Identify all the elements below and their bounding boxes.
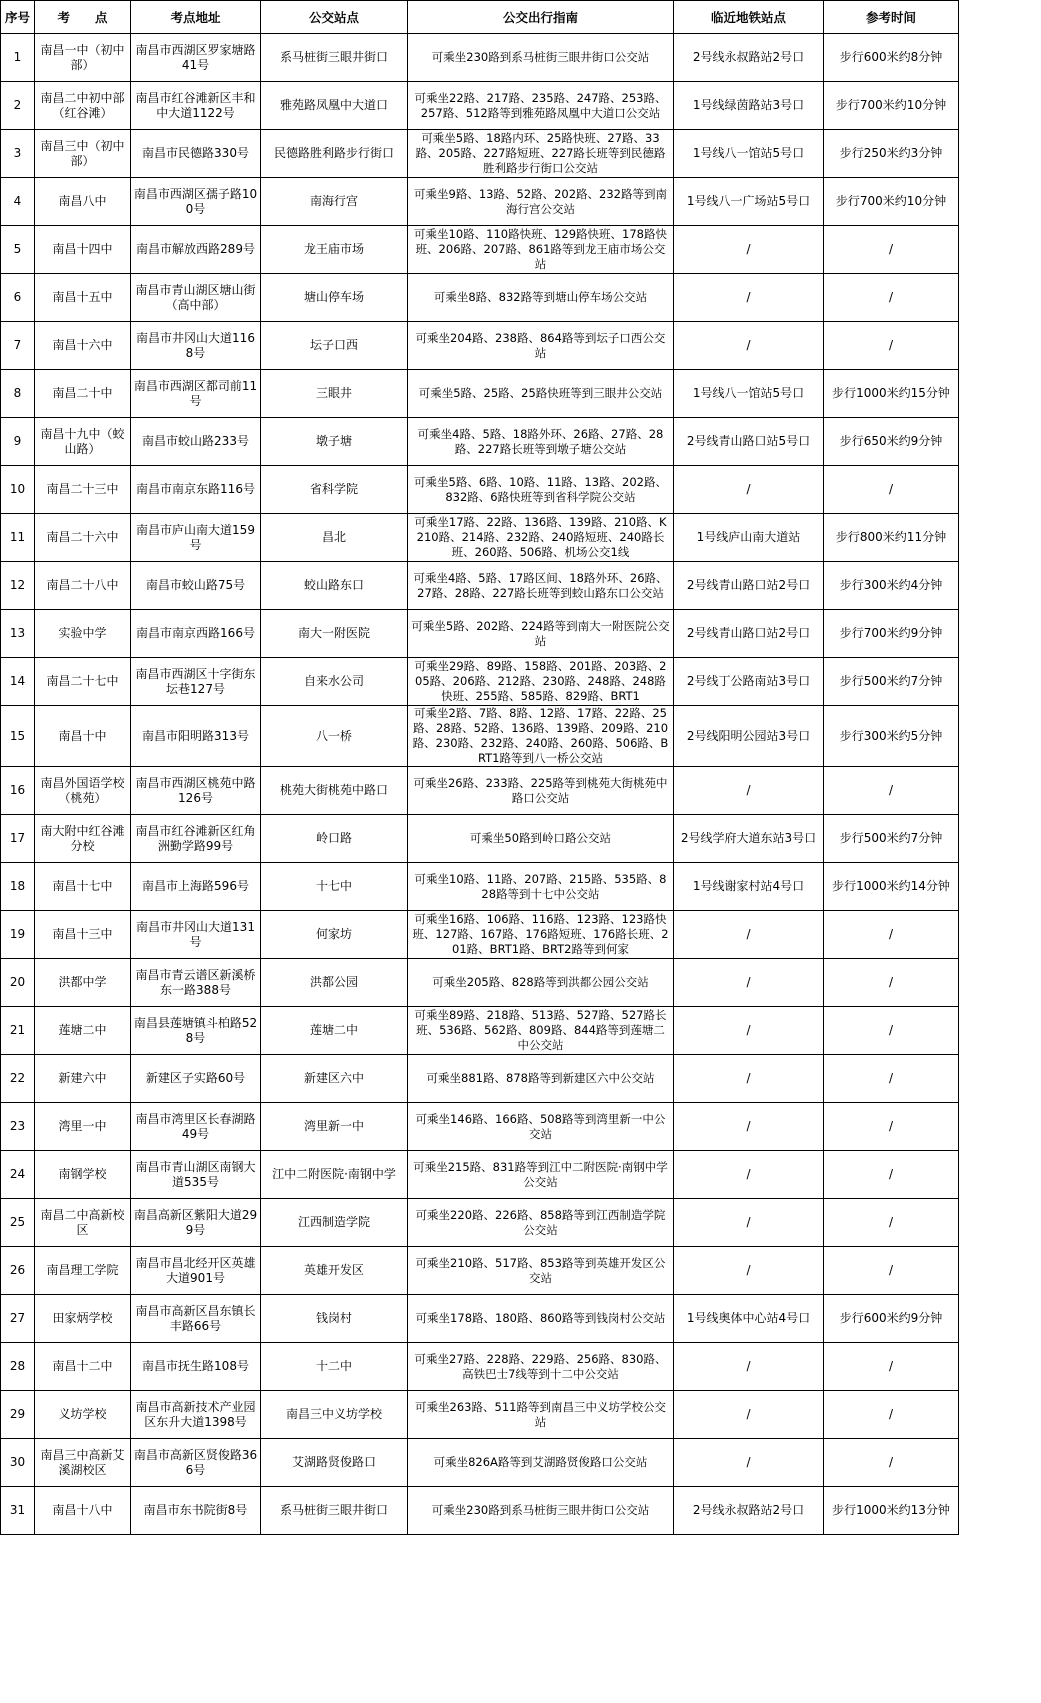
exam-site-cell: 义坊学校 — [35, 1391, 131, 1439]
exam-site-cell: 南昌十四中 — [35, 226, 131, 274]
bus-guide-cell: 可乘坐263路、511路等到南昌三中义坊学校公交站 — [408, 1391, 674, 1439]
bus-stop-cell: 省科学院 — [261, 466, 408, 514]
bus-stop-cell: 八一桥 — [261, 706, 408, 767]
bus-stop-cell: 塘山停车场 — [261, 274, 408, 322]
table-row — [1, 863, 959, 911]
bus-guide-cell: 可乘坐29路、89路、158路、201路、203路、205路、206路、212路、230路、248路、248路快班、255路、585路、829路、BRT1 — [408, 658, 674, 706]
exam-site-cell: 南昌十二中 — [35, 1343, 131, 1391]
table-row — [1, 767, 959, 815]
metro-station-cell: / — [674, 1055, 824, 1103]
metro-station-cell: / — [674, 466, 824, 514]
bus-guide-cell: 可乘坐27路、228路、229路、256路、830路、高铁巴士7线等到十二中公交站 — [408, 1343, 674, 1391]
bus-guide-cell: 可乘坐10路、110路快班、129路快班、178路快班、206路、207路、861路等到龙王庙市场公交站 — [408, 226, 674, 274]
metro-station-cell: / — [674, 1391, 824, 1439]
serial-number-cell: 9 — [1, 418, 35, 466]
bus-stop-cell: 何家坊 — [261, 911, 408, 959]
exam-site-cell: 南昌二十六中 — [35, 514, 131, 562]
table-row — [1, 178, 959, 226]
exam-site-cell: 南昌二十三中 — [35, 466, 131, 514]
exam-site-cell: 南昌理工学院 — [35, 1247, 131, 1295]
exam-site-cell: 南昌二十中 — [35, 370, 131, 418]
reference-time-cell: / — [824, 1055, 959, 1103]
site-address-cell: 南昌市井冈山大道1168号 — [131, 322, 261, 370]
bus-guide-cell: 可乘坐4路、5路、17路区间、18路外环、26路、27路、28路、227路长班等到蛟山路东口公交站 — [408, 562, 674, 610]
exam-site-cell: 莲塘二中 — [35, 1007, 131, 1055]
reference-time-cell: / — [824, 1343, 959, 1391]
metro-station-cell: / — [674, 1343, 824, 1391]
bus-guide-cell: 可乘坐230路到系马桩街三眼井街口公交站 — [408, 1487, 674, 1535]
serial-number-cell: 28 — [1, 1343, 35, 1391]
bus-stop-cell: 新建区六中 — [261, 1055, 408, 1103]
site-address-cell: 南昌市青山湖区南钢大道535号 — [131, 1151, 261, 1199]
table-row — [1, 370, 959, 418]
site-address-cell: 南昌市抚生路108号 — [131, 1343, 261, 1391]
serial-number-cell: 14 — [1, 658, 35, 706]
exam-site-cell: 南昌外国语学校（桃苑） — [35, 767, 131, 815]
bus-guide-cell: 可乘坐9路、13路、52路、202路、232路等到南海行宫公交站 — [408, 178, 674, 226]
table-row — [1, 1103, 959, 1151]
reference-time-cell: 步行700米约10分钟 — [824, 178, 959, 226]
exam-site-cell: 南大附中红谷滩分校 — [35, 815, 131, 863]
table-row — [1, 1487, 959, 1535]
bus-stop-cell: 龙王庙市场 — [261, 226, 408, 274]
reference-time-cell: / — [824, 274, 959, 322]
bus-guide-cell: 可乘坐5路、6路、10路、11路、13路、202路、832路、6路快班等到省科学院公交站 — [408, 466, 674, 514]
bus-stop-cell: 南大一附医院 — [261, 610, 408, 658]
bus-stop-cell: 系马桩街三眼井街口 — [261, 1487, 408, 1535]
bus-stop-cell: 蛟山路东口 — [261, 562, 408, 610]
metro-station-cell: 2号线阳明公园站3号口 — [674, 706, 824, 767]
exam-site-cell: 南昌二中初中部（红谷滩） — [35, 82, 131, 130]
metro-station-cell: / — [674, 322, 824, 370]
site-address-cell: 南昌市井冈山大道131号 — [131, 911, 261, 959]
header-bus-guide: 公交出行指南 — [408, 1, 674, 34]
reference-time-cell: / — [824, 1007, 959, 1055]
metro-station-cell: 2号线青山路口站2号口 — [674, 610, 824, 658]
metro-station-cell: / — [674, 226, 824, 274]
table-row — [1, 1055, 959, 1103]
serial-number-cell: 10 — [1, 466, 35, 514]
bus-guide-cell: 可乘坐17路、22路、136路、139路、210路、K210路、214路、232路、240路短班、240路长班、260路、506路、机场公交1线 — [408, 514, 674, 562]
reference-time-cell: 步行650米约9分钟 — [824, 418, 959, 466]
header-row — [1, 1, 959, 34]
metro-station-cell: 1号线绿茵路站3号口 — [674, 82, 824, 130]
table-row — [1, 130, 959, 178]
site-address-cell: 南昌市高新区昌东镇长丰路66号 — [131, 1295, 261, 1343]
exam-site-cell: 南昌十八中 — [35, 1487, 131, 1535]
exam-site-cell: 南昌十七中 — [35, 863, 131, 911]
metro-station-cell: 2号线学府大道东站3号口 — [674, 815, 824, 863]
exam-site-cell: 南昌一中（初中部） — [35, 34, 131, 82]
bus-stop-cell: 墩子塘 — [261, 418, 408, 466]
bus-stop-cell: 湾里新一中 — [261, 1103, 408, 1151]
site-address-cell: 南昌县莲塘镇斗柏路528号 — [131, 1007, 261, 1055]
table-row — [1, 418, 959, 466]
bus-stop-cell: 昌北 — [261, 514, 408, 562]
table-row — [1, 1247, 959, 1295]
bus-stop-cell: 三眼井 — [261, 370, 408, 418]
bus-guide-cell: 可乘坐826A路等到艾湖路贤俊路口公交站 — [408, 1439, 674, 1487]
serial-number-cell: 8 — [1, 370, 35, 418]
metro-station-cell: 1号线八一馆站5号口 — [674, 370, 824, 418]
serial-number-cell: 2 — [1, 82, 35, 130]
site-address-cell: 南昌市阳明路313号 — [131, 706, 261, 767]
site-address-cell: 南昌市西湖区孺子路100号 — [131, 178, 261, 226]
exam-site-cell: 南钢学校 — [35, 1151, 131, 1199]
bus-stop-cell: 民德路胜利路步行街口 — [261, 130, 408, 178]
metro-station-cell: 2号线丁公路南站3号口 — [674, 658, 824, 706]
exam-site-cell: 新建六中 — [35, 1055, 131, 1103]
bus-guide-cell: 可乘坐178路、180路、860路等到钱岗村公交站 — [408, 1295, 674, 1343]
site-address-cell: 南昌市西湖区都司前11号 — [131, 370, 261, 418]
site-address-cell: 南昌市湾里区长春湖路49号 — [131, 1103, 261, 1151]
metro-station-cell: / — [674, 959, 824, 1007]
serial-number-cell: 19 — [1, 911, 35, 959]
table-row — [1, 226, 959, 274]
serial-number-cell: 5 — [1, 226, 35, 274]
serial-number-cell: 6 — [1, 274, 35, 322]
metro-station-cell: 1号线谢家村站4号口 — [674, 863, 824, 911]
exam-site-cell: 南昌二十七中 — [35, 658, 131, 706]
serial-number-cell: 15 — [1, 706, 35, 767]
reference-time-cell: / — [824, 911, 959, 959]
bus-guide-cell: 可乘坐50路到岭口路公交站 — [408, 815, 674, 863]
site-address-cell: 南昌市东书院街8号 — [131, 1487, 261, 1535]
exam-site-cell: 南昌十九中（蛟山路） — [35, 418, 131, 466]
site-address-cell: 南昌市西湖区桃苑中路126号 — [131, 767, 261, 815]
table-row — [1, 1151, 959, 1199]
bus-guide-cell: 可乘坐220路、226路、858路等到江西制造学院公交站 — [408, 1199, 674, 1247]
serial-number-cell: 29 — [1, 1391, 35, 1439]
bus-stop-cell: 自来水公司 — [261, 658, 408, 706]
serial-number-cell: 11 — [1, 514, 35, 562]
bus-stop-cell: 江中二附医院·南钢中学 — [261, 1151, 408, 1199]
serial-number-cell: 12 — [1, 562, 35, 610]
site-address-cell: 南昌市上海路596号 — [131, 863, 261, 911]
table-row — [1, 1199, 959, 1247]
header-site-address: 考点地址 — [131, 1, 261, 34]
serial-number-cell: 31 — [1, 1487, 35, 1535]
header-exam-site: 考 点 — [35, 1, 131, 34]
header-serial-number: 序号 — [1, 1, 35, 34]
table-row — [1, 911, 959, 959]
site-address-cell: 南昌市红谷滩新区红角洲勤学路99号 — [131, 815, 261, 863]
bus-guide-cell: 可乘坐146路、166路、508路等到湾里新一中公交站 — [408, 1103, 674, 1151]
bus-guide-cell: 可乘坐5路、202路、224路等到南大一附医院公交站 — [408, 610, 674, 658]
reference-time-cell: 步行800米约11分钟 — [824, 514, 959, 562]
table-row — [1, 322, 959, 370]
metro-station-cell: / — [674, 1007, 824, 1055]
reference-time-cell: / — [824, 1247, 959, 1295]
metro-station-cell: / — [674, 1103, 824, 1151]
site-address-cell: 南昌市解放西路289号 — [131, 226, 261, 274]
bus-stop-cell: 十二中 — [261, 1343, 408, 1391]
site-address-cell: 南昌市蛟山路233号 — [131, 418, 261, 466]
site-address-cell: 新建区子实路60号 — [131, 1055, 261, 1103]
reference-time-cell: 步行600米约8分钟 — [824, 34, 959, 82]
serial-number-cell: 7 — [1, 322, 35, 370]
bus-stop-cell: 江西制造学院 — [261, 1199, 408, 1247]
serial-number-cell: 21 — [1, 1007, 35, 1055]
exam-site-cell: 南昌十五中 — [35, 274, 131, 322]
exam-site-cell: 南昌十三中 — [35, 911, 131, 959]
exam-site-cell: 湾里一中 — [35, 1103, 131, 1151]
table-row — [1, 815, 959, 863]
bus-stop-cell: 洪都公园 — [261, 959, 408, 1007]
table-row — [1, 1439, 959, 1487]
bus-stop-cell: 英雄开发区 — [261, 1247, 408, 1295]
serial-number-cell: 20 — [1, 959, 35, 1007]
metro-station-cell: / — [674, 1151, 824, 1199]
metro-station-cell: / — [674, 274, 824, 322]
bus-stop-cell: 莲塘二中 — [261, 1007, 408, 1055]
serial-number-cell: 18 — [1, 863, 35, 911]
bus-guide-cell: 可乘坐881路、878路等到新建区六中公交站 — [408, 1055, 674, 1103]
bus-guide-cell: 可乘坐5路、25路、25路快班等到三眼井公交站 — [408, 370, 674, 418]
bus-guide-cell: 可乘坐5路、18路内环、25路快班、27路、33路、205路、227路短班、227路长班等到民德路胜利路步行街口公交站 — [408, 130, 674, 178]
reference-time-cell: / — [824, 1199, 959, 1247]
metro-station-cell: 1号线八一广场站5号口 — [674, 178, 824, 226]
site-address-cell: 南昌市蛟山路75号 — [131, 562, 261, 610]
metro-station-cell: / — [674, 1199, 824, 1247]
reference-time-cell: / — [824, 767, 959, 815]
reference-time-cell: 步行1000米约14分钟 — [824, 863, 959, 911]
reference-time-cell: 步行250米约3分钟 — [824, 130, 959, 178]
table-row — [1, 959, 959, 1007]
exam-site-cell: 南昌二中高新校区 — [35, 1199, 131, 1247]
exam-site-cell: 洪都中学 — [35, 959, 131, 1007]
serial-number-cell: 22 — [1, 1055, 35, 1103]
bus-stop-cell: 钱岗村 — [261, 1295, 408, 1343]
bus-guide-cell: 可乘坐26路、233路、225路等到桃苑大街桃苑中路口公交站 — [408, 767, 674, 815]
site-address-cell: 南昌市高新技术产业园区东升大道1398号 — [131, 1391, 261, 1439]
bus-guide-cell: 可乘坐8路、832路等到塘山停车场公交站 — [408, 274, 674, 322]
reference-time-cell: / — [824, 466, 959, 514]
serial-number-cell: 1 — [1, 34, 35, 82]
bus-guide-cell: 可乘坐2路、7路、8路、12路、17路、22路、25路、28路、52路、136路、139路、209路、210路、230路、232路、240路、260路、506路、BRT1路等到八一桥公交站 — [408, 706, 674, 767]
reference-time-cell: / — [824, 1151, 959, 1199]
bus-guide-cell: 可乘坐22路、217路、235路、247路、253路、257路、512路等到雅苑路凤凰中大道口公交站 — [408, 82, 674, 130]
metro-station-cell: 2号线青山路口站5号口 — [674, 418, 824, 466]
bus-stop-cell: 南海行宫 — [261, 178, 408, 226]
bus-guide-cell: 可乘坐10路、11路、207路、215路、535路、828路等到十七中公交站 — [408, 863, 674, 911]
bus-guide-cell: 可乘坐89路、218路、513路、527路、527路长班、536路、562路、809路、844路等到莲塘二中公交站 — [408, 1007, 674, 1055]
table-row — [1, 610, 959, 658]
reference-time-cell: / — [824, 322, 959, 370]
site-address-cell: 南昌市南京西路166号 — [131, 610, 261, 658]
metro-station-cell: / — [674, 767, 824, 815]
exam-site-cell: 田家炳学校 — [35, 1295, 131, 1343]
exam-site-cell: 南昌二十八中 — [35, 562, 131, 610]
metro-station-cell: / — [674, 1247, 824, 1295]
bus-guide-cell: 可乘坐215路、831路等到江中二附医院·南钢中学公交站 — [408, 1151, 674, 1199]
metro-station-cell: 1号线奥体中心站4号口 — [674, 1295, 824, 1343]
bus-guide-cell: 可乘坐205路、828路等到洪都公园公交站 — [408, 959, 674, 1007]
table-row — [1, 514, 959, 562]
metro-station-cell: / — [674, 911, 824, 959]
reference-time-cell: / — [824, 226, 959, 274]
bus-stop-cell: 系马桩街三眼井街口 — [261, 34, 408, 82]
serial-number-cell: 4 — [1, 178, 35, 226]
exam-site-cell: 实验中学 — [35, 610, 131, 658]
metro-station-cell: 2号线永叔路站2号口 — [674, 34, 824, 82]
reference-time-cell: 步行700米约9分钟 — [824, 610, 959, 658]
site-address-cell: 南昌市高新区贤俊路366号 — [131, 1439, 261, 1487]
metro-station-cell: 2号线永叔路站2号口 — [674, 1487, 824, 1535]
reference-time-cell: 步行300米约4分钟 — [824, 562, 959, 610]
table-row — [1, 658, 959, 706]
serial-number-cell: 27 — [1, 1295, 35, 1343]
table-body — [1, 34, 959, 1535]
reference-time-cell: 步行1000米约15分钟 — [824, 370, 959, 418]
reference-time-cell: / — [824, 1391, 959, 1439]
bus-guide-cell: 可乘坐204路、238路、864路等到坛子口西公交站 — [408, 322, 674, 370]
reference-time-cell: 步行500米约7分钟 — [824, 658, 959, 706]
bus-guide-cell: 可乘坐4路、5路、18路外环、26路、27路、28路、227路长班等到墩子塘公交站 — [408, 418, 674, 466]
header-reference-time: 参考时间 — [824, 1, 959, 34]
bus-guide-cell: 可乘坐16路、106路、116路、123路、123路快班、127路、167路、176路短班、176路长班、201路、BRT1路、BRT2路等到何家 — [408, 911, 674, 959]
serial-number-cell: 25 — [1, 1199, 35, 1247]
bus-stop-cell: 十七中 — [261, 863, 408, 911]
bus-guide-cell: 可乘坐210路、517路、853路等到英雄开发区公交站 — [408, 1247, 674, 1295]
bus-stop-cell: 桃苑大街桃苑中路口 — [261, 767, 408, 815]
table-row — [1, 82, 959, 130]
reference-time-cell: 步行300米约5分钟 — [824, 706, 959, 767]
exam-site-cell: 南昌三中（初中部） — [35, 130, 131, 178]
exam-site-cell: 南昌八中 — [35, 178, 131, 226]
reference-time-cell: 步行600米约9分钟 — [824, 1295, 959, 1343]
reference-time-cell: / — [824, 959, 959, 1007]
site-address-cell: 南昌高新区紫阳大道299号 — [131, 1199, 261, 1247]
bus-stop-cell: 艾湖路贤俊路口 — [261, 1439, 408, 1487]
table-row — [1, 1343, 959, 1391]
reference-time-cell: / — [824, 1439, 959, 1487]
site-address-cell: 南昌市青山湖区塘山街（高中部） — [131, 274, 261, 322]
exam-site-cell: 南昌三中高新艾溪湖校区 — [35, 1439, 131, 1487]
table-row — [1, 1391, 959, 1439]
serial-number-cell: 17 — [1, 815, 35, 863]
bus-stop-cell: 南昌三中义坊学校 — [261, 1391, 408, 1439]
exam-site-cell: 南昌十六中 — [35, 322, 131, 370]
reference-time-cell: 步行1000米约13分钟 — [824, 1487, 959, 1535]
bus-stop-cell: 雅苑路凤凰中大道口 — [261, 82, 408, 130]
reference-time-cell: 步行500米约7分钟 — [824, 815, 959, 863]
reference-time-cell: / — [824, 1103, 959, 1151]
table-row — [1, 1295, 959, 1343]
site-address-cell: 南昌市南京东路116号 — [131, 466, 261, 514]
serial-number-cell: 3 — [1, 130, 35, 178]
site-address-cell: 南昌市红谷滩新区丰和中大道1122号 — [131, 82, 261, 130]
table-row — [1, 562, 959, 610]
bus-stop-cell: 坛子口西 — [261, 322, 408, 370]
table-row — [1, 34, 959, 82]
header-bus-stop: 公交站点 — [261, 1, 408, 34]
metro-station-cell: 1号线八一馆站5号口 — [674, 130, 824, 178]
site-address-cell: 南昌市民德路330号 — [131, 130, 261, 178]
bus-guide-cell: 可乘坐230路到系马桩街三眼井街口公交站 — [408, 34, 674, 82]
serial-number-cell: 13 — [1, 610, 35, 658]
serial-number-cell: 23 — [1, 1103, 35, 1151]
site-address-cell: 南昌市西湖区十字街东坛巷127号 — [131, 658, 261, 706]
header-metro-station: 临近地铁站点 — [674, 1, 824, 34]
table-row — [1, 706, 959, 767]
table-row — [1, 1007, 959, 1055]
bus-stop-cell: 岭口路 — [261, 815, 408, 863]
site-address-cell: 南昌市庐山南大道159号 — [131, 514, 261, 562]
metro-station-cell: 1号线庐山南大道站 — [674, 514, 824, 562]
table-row — [1, 274, 959, 322]
exam-site-cell: 南昌十中 — [35, 706, 131, 767]
serial-number-cell: 24 — [1, 1151, 35, 1199]
site-address-cell: 南昌市昌北经开区英雄大道901号 — [131, 1247, 261, 1295]
serial-number-cell: 16 — [1, 767, 35, 815]
serial-number-cell: 30 — [1, 1439, 35, 1487]
metro-station-cell: / — [674, 1439, 824, 1487]
site-address-cell: 南昌市西湖区罗家塘路41号 — [131, 34, 261, 82]
site-address-cell: 南昌市青云谱区新溪桥东一路388号 — [131, 959, 261, 1007]
metro-station-cell: 2号线青山路口站2号口 — [674, 562, 824, 610]
reference-time-cell: 步行700米约10分钟 — [824, 82, 959, 130]
table-row — [1, 466, 959, 514]
serial-number-cell: 26 — [1, 1247, 35, 1295]
